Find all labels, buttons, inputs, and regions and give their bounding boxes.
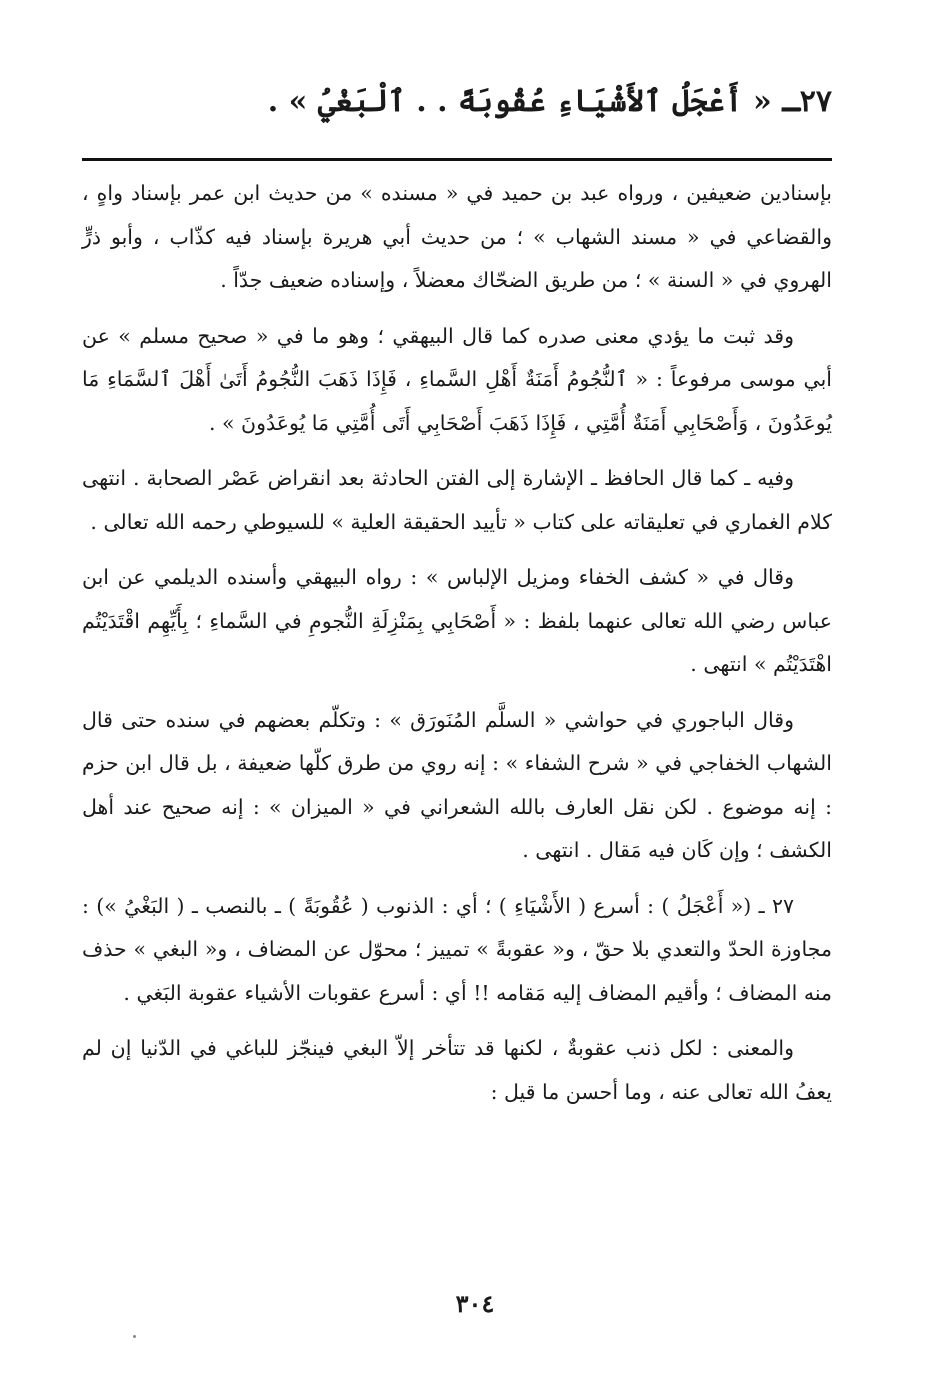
paragraph-3: وفيه ـ كما قال الحافظ ـ الإشارة إلى الفتن الحادثة بعد انقراض عَصْر الصحابة . انتهى كلام الغماري في تعليقاته على كتاب « تأييد الحقيقة العلية » للسيوطي رحمه الله تعالى . bbox=[82, 466, 832, 534]
paragraph-5: وقال الباجوري في حواشي « السلَّم المُنَورَق » : وتكلّم بعضهم في سنده حتى قال الشهاب الخفاجي في « شرح الشفاء » : إنه روي من طرق كلّها ضعيفة ، بل قال ابن حزم : إنه موضوع . لكن نقل العارف بالله الشعراني في « الميزان » : إنه صحيح عند أهل الكشف ؛ وإن كَان فيه مَقال . انتهى . bbox=[82, 707, 832, 862]
header-rule bbox=[82, 158, 832, 161]
paragraph-1: بإسنادين ضعيفين ، ورواه عبد بن حميد في « مسنده » من حديث ابن عمر بإسناد واهٍ ، والقضاعي في « مسند الشهاب » ؛ من حديث أبي هريرة بإسناد فيه كذّاب ، وأبو ذرٍّ الهروي في « السنة » ؛ من طريق الضحّاك معضلاً ، وإسناده ضعيف جدّاً . bbox=[82, 181, 832, 292]
page-number: ٣٠٤ bbox=[455, 1289, 495, 1318]
scan-speck bbox=[133, 1335, 136, 1338]
paragraph-6: ٢٧ ـ (« أَعْجَلُ ) : أسرع ( الأَشْيَاءِ ) ؛ أي : الذنوب ( عُقُوبَةً ) ـ بالنصب ـ ( البَغْيُ ») : مجاوزة الحدّ والتعدي بلا حقّ ، و« عقوبةً » تمييز ؛ محوّل عن المضاف ، و« البغي » حذف منه المضاف ؛ وأقيم المضاف إليه مَقامه !! أي : أسرع عقوبات الأشياء عقوبة البَغي . bbox=[82, 893, 832, 1005]
hadith-heading: ٢٧ـ « أَعْجَلُ ٱلأَشْيَاءِ عُقُوبَةً . . ٱلْبَغْيُ » . bbox=[267, 84, 832, 119]
paragraph-7: والمعنى : لكل ذنب عقوبةٌ ، لكنها قد تتأخر إلاّ البغي فينجّز للباغي في الدّنيا إن لم يعفُ الله تعالى عنه ، وما أحسن ما قيل : bbox=[82, 1036, 832, 1104]
paragraph-2: وقد ثبت ما يؤدي معنى صدره كما قال البيهقي ؛ وهو ما في « صحيح مسلم » عن أبي موسى مرفوعاً : « ٱلنُّجُومُ أَمَنَةٌ أَهْلِ السَّماءِ ، فَإِذَا ذَهَبَ النُّجُومُ أَتَىٰ أَهْلَ ٱلسَّمَاءِ مَا يُوعَدُونَ ، وَأَصْحَابِي أَمَنَةٌ أُمَّتِي ، فَإِذَا ذَهَبَ أَصْحَابِي أَتَى أُمَّتِي مَا يُوعَدُونَ » . bbox=[82, 323, 832, 435]
page-body bbox=[82, 172, 832, 1126]
paragraph-4: وقال في « كشف الخفاء ومزيل الإلباس » : رواه البيهقي وأسنده الديلمي عن ابن عباس رضي الله تعالى عنهما بلفظ : « أَصْحَابِي بِمَنْزِلَةِ النُّجومِ في السَّماءِ ؛ بِأَيِّهِم اقْتَدَيْتُم اهْتَدَيْتُم » انتهى . bbox=[82, 565, 832, 676]
